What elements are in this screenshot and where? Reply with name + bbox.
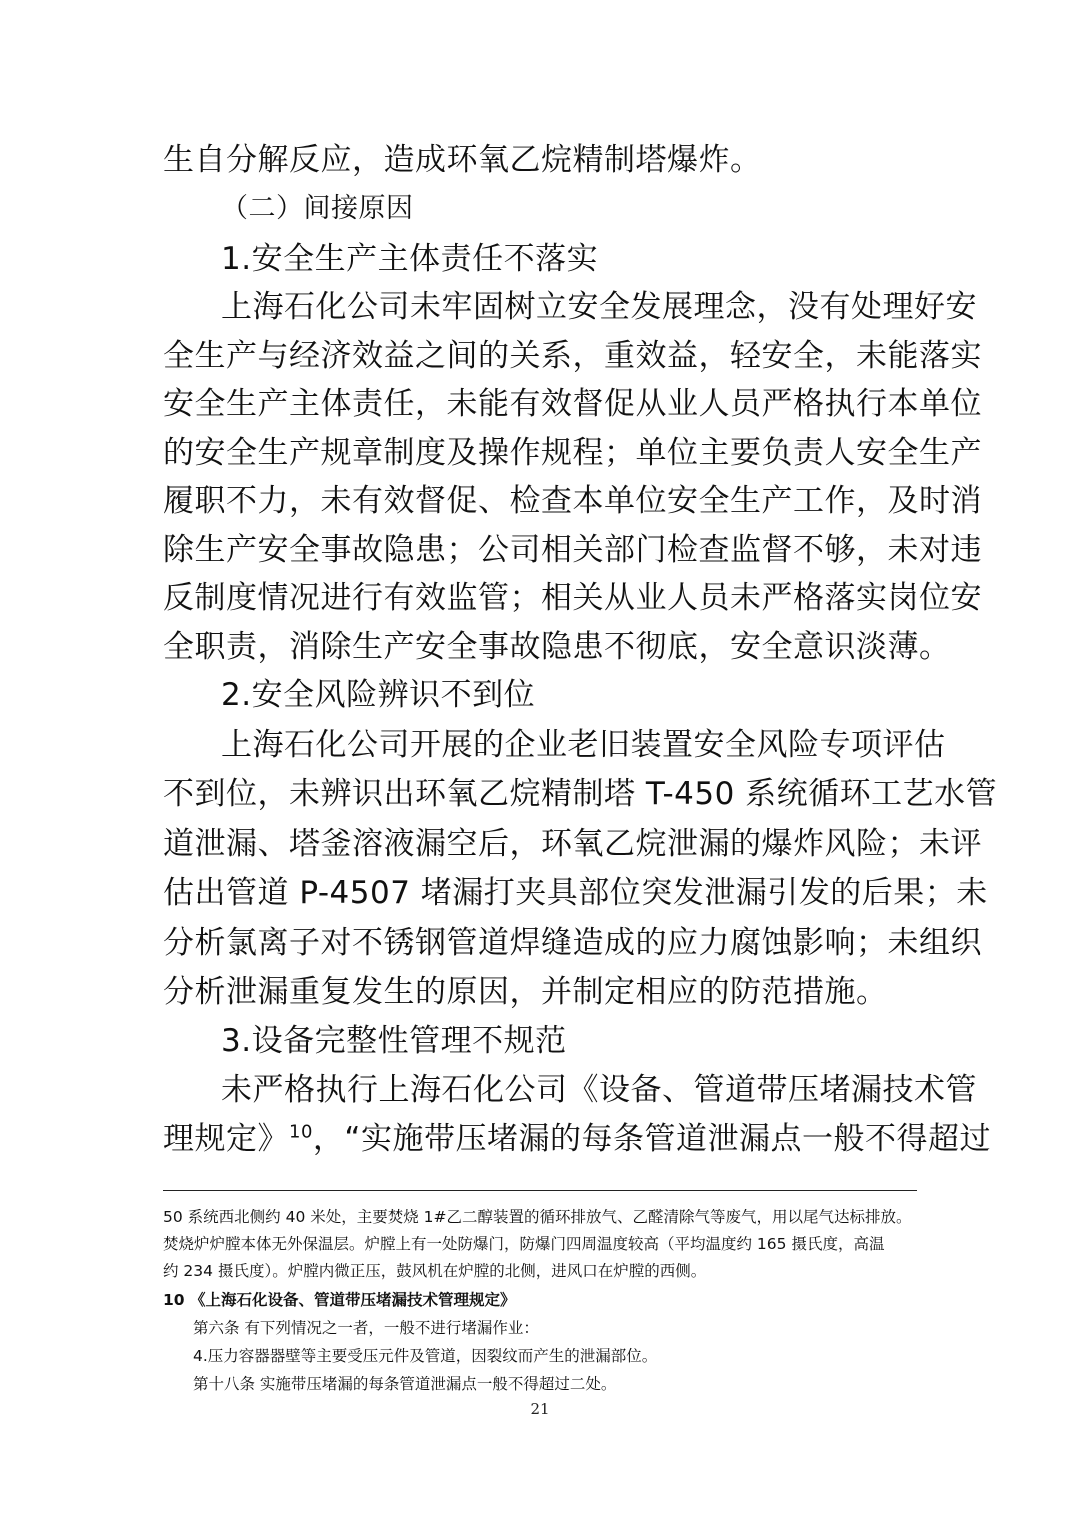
body-line: 分析氯离子对不锈钢管道焊缝造成的应力腐蚀影响；未组织 (163, 925, 982, 961)
body-line: 估出管道 P-4507 堵漏打夹具部位突发泄漏引发的后果；未 (163, 875, 988, 911)
body-line: 反制度情况进行有效监管；相关从业人员未严格落实岗位安 (163, 580, 982, 616)
body-line: 履职不力，未有效督促、检查本单位安全生产工作，及时消 (163, 483, 982, 519)
body-text-segment: 理规定》 (163, 1121, 289, 1157)
body-line: 道泄漏、塔釜溶液漏空后，环氧乙烷泄漏的爆炸风险；未评 (163, 826, 982, 862)
subheading-3: 3.设备完整性管理不规范 (221, 1023, 567, 1059)
section-heading: （二）间接原因 (221, 193, 414, 224)
body-text-segment: ，“实施带压堵漏的每条管道泄漏点一般不得超过 (312, 1121, 991, 1157)
footnote-ref-10: 10 (289, 1121, 313, 1143)
footnote-line: 第十八条 实施带压堵漏的每条管道泄漏点一般不得超过二处。 (193, 1375, 617, 1393)
footnote-line: 50 系统西北侧约 40 米处，主要焚烧 1#乙二醇装置的循环排放气、乙醛清除气等废气，用以尾气达标排放。 (163, 1208, 912, 1226)
page-number: 21 (530, 1400, 550, 1418)
body-line: 全生产与经济效益之间的关系，重效益，轻安全，未能落实 (163, 338, 982, 374)
body-line: 上海石化公司未牢固树立安全发展理念，没有处理好安 (221, 289, 977, 325)
body-line (163, 1116, 991, 1162)
body-line: 不到位，未辨识出环氧乙烷精制塔 T-450 系统循环工艺水管 (163, 776, 998, 812)
body-line: 的安全生产规章制度及操作规程；单位主要负责人安全生产 (163, 435, 982, 471)
body-line: 分析泄漏重复发生的原因，并制定相应的防范措施。 (163, 974, 888, 1010)
footnote-separator (163, 1190, 917, 1191)
body-line: 除生产安全事故隐患；公司相关部门检查监督不够，未对违 (163, 532, 982, 568)
footnote-line: 第六条 有下列情况之一者，一般不进行堵漏作业： (193, 1319, 539, 1337)
footnote-10-title: 10 《上海石化设备、管道带压堵漏技术管理规定》 (163, 1291, 516, 1309)
subheading-2: 2.安全风险辨识不到位 (221, 677, 536, 713)
body-line: 上海石化公司开展的企业老旧装置安全风险专项评估 (221, 727, 946, 763)
body-line: 未严格执行上海石化公司《设备、管道带压堵漏技术管 (221, 1072, 977, 1108)
subheading-1: 1.安全生产主体责任不落实 (221, 241, 599, 277)
footnote-line: 约 234 摄氏度）。炉膛内微正压，鼓风机在炉膛的北侧，进风口在炉膛的西侧。 (163, 1262, 707, 1280)
body-line: 全职责，消除生产安全事故隐患不彻底，安全意识淡薄。 (163, 629, 951, 665)
body-line: 生自分解反应，造成环氧乙烷精制塔爆炸。 (163, 142, 762, 178)
footnote-line: 焚烧炉炉膛本体无外保温层。炉膛上有一处防爆门，防爆门四周温度较高（平均温度约 165 摄氏度，高温 (163, 1235, 885, 1253)
body-line: 安全生产主体责任，未能有效督促从业人员严格执行本单位 (163, 386, 982, 422)
footnote-line: 4.压力容器器壁等主要受压元件及管道，因裂纹而产生的泄漏部位。 (193, 1347, 658, 1365)
